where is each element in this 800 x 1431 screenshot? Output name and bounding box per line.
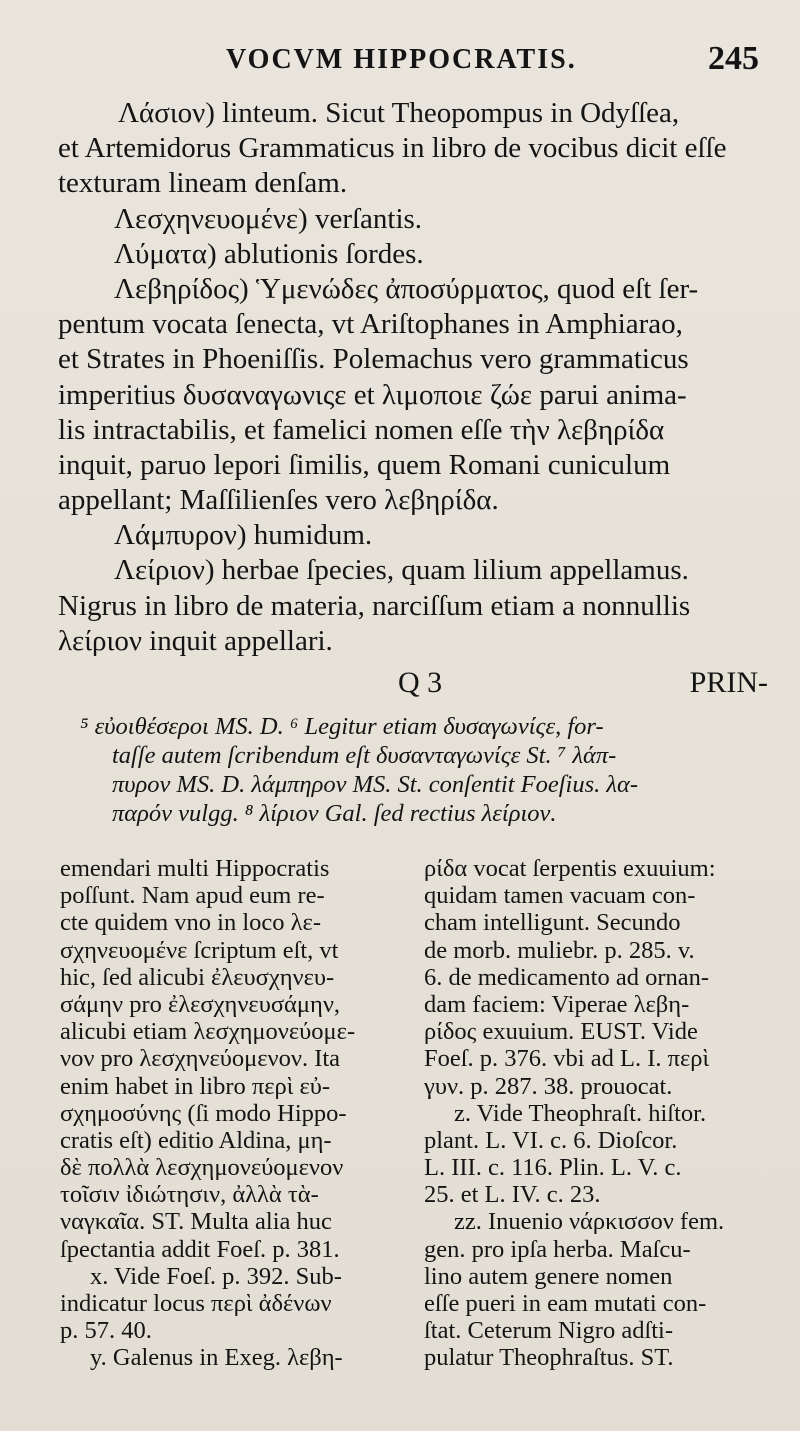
column-line: z. Vide Theophraſt. hiſtor. (454, 1099, 707, 1127)
column-line: νον pro λεσχηνεύομενον. Ita (60, 1045, 341, 1073)
column-line: 25. et L. IV. c. 23. (424, 1181, 601, 1209)
text-line: imperitius δυσαναγωνιςε et λιμοποιε ζώε parui anima- (58, 378, 687, 411)
footnote-line: πυρον MS. D. λάμπηρον MS. St. conſentit Foeſius. λα- (112, 771, 639, 798)
footnote-line: παρόν vulgg. ⁸ λίριον Gal. ſed rectius λείριον. (112, 800, 557, 827)
signature-mark: Q 3 (398, 666, 443, 699)
column-line: L. III. c. 116. Plin. L. V. c. (424, 1154, 682, 1182)
column-line: τοῖσιν ἰδιώτησιν, ἀλλὰ τὰ- (60, 1181, 319, 1209)
column-line: gen. pro ipſa herba. Maſcu- (424, 1235, 691, 1263)
catchword: PRIN- (689, 666, 768, 699)
column-line: lino autem genere nomen (424, 1262, 673, 1290)
column-line: ρίδος exuuium. EUST. Vide (424, 1018, 698, 1046)
column-line: hic, ſed alicubi ἐλευσχηνευ- (60, 963, 335, 991)
text-line: et Artemidorus Grammaticus in libro de vocibus dicit eſſe (58, 132, 727, 165)
column-line: enim habet in libro περὶ εὐ- (60, 1072, 331, 1100)
column-line: indicatur locus περὶ ἀδένων (60, 1290, 332, 1317)
text-line: inquit, paruo lepori ſimilis, quem Romani cuniculum (58, 448, 671, 481)
text-line: Λεσχηνευομένε) verſantis. (114, 202, 423, 235)
text-line: Λείριον) herbae ſpecies, quam lilium appellamus. (114, 554, 689, 587)
text-line: Λεβηρίδος) Ὑμενώδες ἀποσύρματος, quod eſt ſer- (114, 272, 699, 305)
running-title: VOCVM HIPPOCRATIS. (226, 44, 577, 75)
column-line: cham intelligunt. Secundo (424, 909, 681, 937)
text-line: pentum vocata ſenecta, vt Ariſtophanes in Amphiarao, (58, 308, 683, 341)
column-line: 6. de medicamento ad ornan- (424, 963, 710, 991)
column-line: de morb. muliebr. p. 285. v. (424, 936, 695, 964)
column-line: x. Vide Foeſ. p. 392. Sub- (90, 1262, 342, 1290)
text-line: Λάσιον) linteum. Sicut Theopompus in Odyſſea, (118, 97, 680, 129)
page-number: 245 (708, 40, 759, 77)
column-line: γυν. p. 287. 38. prouocat. (424, 1072, 673, 1100)
text-line: Nigrus in libro de materia, narciſſum etiam a nonnullis (58, 589, 691, 622)
text-line: lis intractabilis, et famelici nomen eſſe τὴν λεβηρίδα (58, 413, 665, 446)
column-line: σχημοσύνης (ſi modo Hippo- (60, 1099, 347, 1127)
column-line: ναγκαῖα. ST. Multa alia huc (60, 1208, 332, 1236)
column-line: cratis eſt) editio Aldina, μη- (60, 1126, 332, 1154)
column-line: Foeſ. p. 376. vbi ad L. I. περὶ (424, 1045, 710, 1073)
column-line: emendari multi Hippocratis (60, 855, 330, 882)
column-line: eſſe pueri in eam mutati con- (424, 1290, 707, 1317)
column-line: σχηνευομένε ſcriptum eſt, vt (60, 936, 339, 964)
text-line: λείριον inquit appellari. (58, 624, 333, 657)
text-line: Λάμπυρον) humidum. (114, 519, 373, 552)
text-line: texturam lineam denſam. (58, 167, 348, 200)
footnotes (80, 712, 768, 828)
commentary-right-column (424, 855, 770, 1372)
column-line: zz. Inuenio νάρκισσον fem. (454, 1208, 725, 1236)
page-header (0, 30, 800, 90)
main-text (58, 96, 768, 659)
column-line: dam faciem: Viperae λεβη- (424, 990, 690, 1018)
column-line: poſſunt. Nam apud eum re- (60, 882, 325, 910)
column-line: pulatur Theophraſtus. ST. (424, 1344, 674, 1372)
commentary-left-column (60, 855, 395, 1372)
column-line: quidam tamen vacuam con- (424, 882, 696, 910)
signature-line (58, 666, 768, 702)
column-line: ſtat. Ceterum Nigro adſti- (424, 1317, 674, 1345)
column-line: plant. L. VI. c. 6. Dioſcor. (424, 1126, 678, 1154)
commentary-columns (60, 855, 770, 1415)
column-line: p. 57. 40. (60, 1317, 152, 1345)
column-line: σάμην pro ἐλεσχηνευσάμην, (60, 990, 341, 1018)
column-line: cte quidem vno in loco λε- (60, 909, 321, 937)
column-line: ſpectantia addit Foeſ. p. 381. (60, 1235, 340, 1263)
text-line: appellant; Maſſilienſes vero λεβηρίδα. (58, 484, 499, 517)
text-line: et Strates in Phoeniſſis. Polemachus vero grammaticus (58, 343, 689, 376)
footnote-line: taſſe autem ſcribendum eſt δυσανταγωνίςε St. ⁷ λάπ- (112, 742, 617, 769)
column-line: alicubi etiam λεσχημονεύομε- (60, 1018, 356, 1046)
footnote-line: ⁵ εὐοιθέσεροι MS. D. ⁶ Legitur etiam δυσαγωνίςε, for- (80, 713, 604, 740)
column-line: ρίδα vocat ſerpentis exuuium: (424, 855, 716, 882)
column-line: y. Galenus in Exeg. λεβη- (90, 1344, 343, 1372)
text-line: Λύματα) ablutionis ſordes. (114, 237, 424, 270)
column-line: δὲ πολλὰ λεσχημονεύομενον (60, 1154, 344, 1182)
